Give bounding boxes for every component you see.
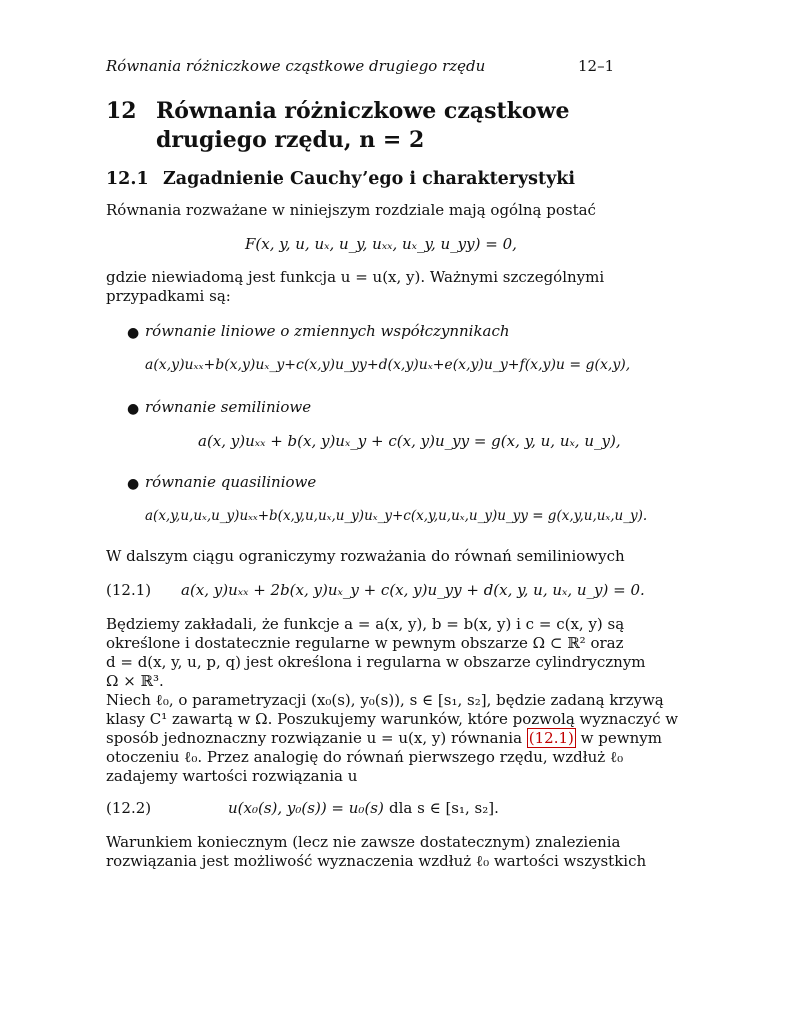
text-line: Ω × ℝ³. <box>106 672 164 690</box>
section-title: Zagadnienie Cauchy’ego i charakterystyki <box>163 169 576 189</box>
paragraph-after-general <box>106 268 604 306</box>
text-span: sposób jednoznaczny rozwiązanie u = u(x, y) równania <box>106 729 527 747</box>
bullet-label-quasilinear: równanie quasiliniowe <box>145 473 317 491</box>
bullet-label-linear: równanie liniowe o zmiennych współczynnikach <box>145 322 510 340</box>
equation-12-2-label: (12.2) <box>106 799 152 817</box>
text-line: Warunkiem koniecznym (lecz nie zawsze dostatecznym) znalezienia <box>106 833 621 851</box>
equation-semilinear: a(x, y)uₓₓ + b(x, y)uₓ_y + c(x, y)u_yy = g(x, y, u, uₓ, u_y), <box>198 432 621 450</box>
chapter-number: 12 <box>106 98 137 124</box>
running-head-page: 12–1 <box>578 57 615 75</box>
bullet-icon: ● <box>127 476 140 492</box>
text-line: klasy C¹ zawartą w Ω. Poszukujemy warunków, które pozwolą wyznaczyć w <box>106 710 679 728</box>
equation-quasilinear: a(x,y,u,uₓ,u_y)uₓₓ+b(x,y,u,uₓ,u_y)uₓ_y+c(x,y,u,uₓ,u_y)u_yy = g(x,y,u,uₓ,u_y). <box>145 508 648 524</box>
equation-12-1: a(x, y)uₓₓ + 2b(x, y)uₓ_y + c(x, y)u_yy + d(x, y, u, uₓ, u_y) = 0. <box>181 581 645 599</box>
text-span: w pewnym <box>575 729 662 747</box>
section-number: 12.1 <box>106 169 149 189</box>
closing-paragraph <box>106 833 646 871</box>
text-line: rozwiązania jest możliwość wyznaczenia wzdłuż ℓ₀ wartości wszystkich <box>106 852 647 870</box>
text-line: d = d(x, y, u, p, q) jest określona i regularna w obszarze cylindrycznym <box>106 653 646 671</box>
text-line: Będziemy zakładali, że funkcje a = a(x, y), b = b(x, y) i c = c(x, y) są <box>106 615 625 633</box>
text-line: gdzie niewiadomą jest funkcja u = u(x, y). Ważnymi szczególnymi <box>106 268 605 286</box>
bullet-label-semilinear: równanie semiliniowe <box>145 398 312 416</box>
chapter-title-line1: Równania różniczkowe cząstkowe <box>156 98 570 124</box>
text-line-with-reference <box>106 729 678 748</box>
intro-paragraph: Równania rozważane w niniejszym rozdziale mają ogólną postać <box>106 201 596 219</box>
text-line: otoczeniu ℓ₀. Przez analogię do równań pierwszego rzędu, wzdłuż ℓ₀ <box>106 748 624 766</box>
assumptions-paragraph <box>106 615 678 786</box>
equation-12-1-label: (12.1) <box>106 581 152 599</box>
equation-general: F(x, y, u, uₓ, u_y, uₓₓ, uₓ_y, u_yy) = 0, <box>245 235 517 253</box>
text-line: określone i dostatecznie regularne w pewnym obszarze Ω ⊂ ℝ² oraz <box>106 634 624 652</box>
equation-12-2: u(x₀(s), y₀(s)) = u₀(s) <box>228 799 384 817</box>
text-line: Niech ℓ₀, o parametryzacji (x₀(s), y₀(s)), s ∈ [s₁, s₂], będzie zadaną krzywą <box>106 691 664 709</box>
bullet-icon: ● <box>127 325 140 341</box>
restrict-paragraph: W dalszym ciągu ograniczymy rozważania do równań semiliniowych <box>106 547 625 565</box>
equation-12-2-condition: dla s ∈ [s₁, s₂]. <box>389 799 499 817</box>
bullet-icon: ● <box>127 401 140 417</box>
text-line: zadajemy wartości rozwiązania u <box>106 767 358 785</box>
equation-reference-link[interactable]: (12.1) <box>528 729 574 747</box>
text-line: przypadkami są: <box>106 287 231 305</box>
chapter-title-line2: drugiego rzędu, n = 2 <box>156 127 425 153</box>
equation-linear: a(x,y)uₓₓ+b(x,y)uₓ_y+c(x,y)u_yy+d(x,y)uₓ+e(x,y)u_y+f(x,y)u = g(x,y), <box>145 357 631 373</box>
running-head-title: Równania różniczkowe cząstkowe drugiego rzędu <box>106 57 486 75</box>
